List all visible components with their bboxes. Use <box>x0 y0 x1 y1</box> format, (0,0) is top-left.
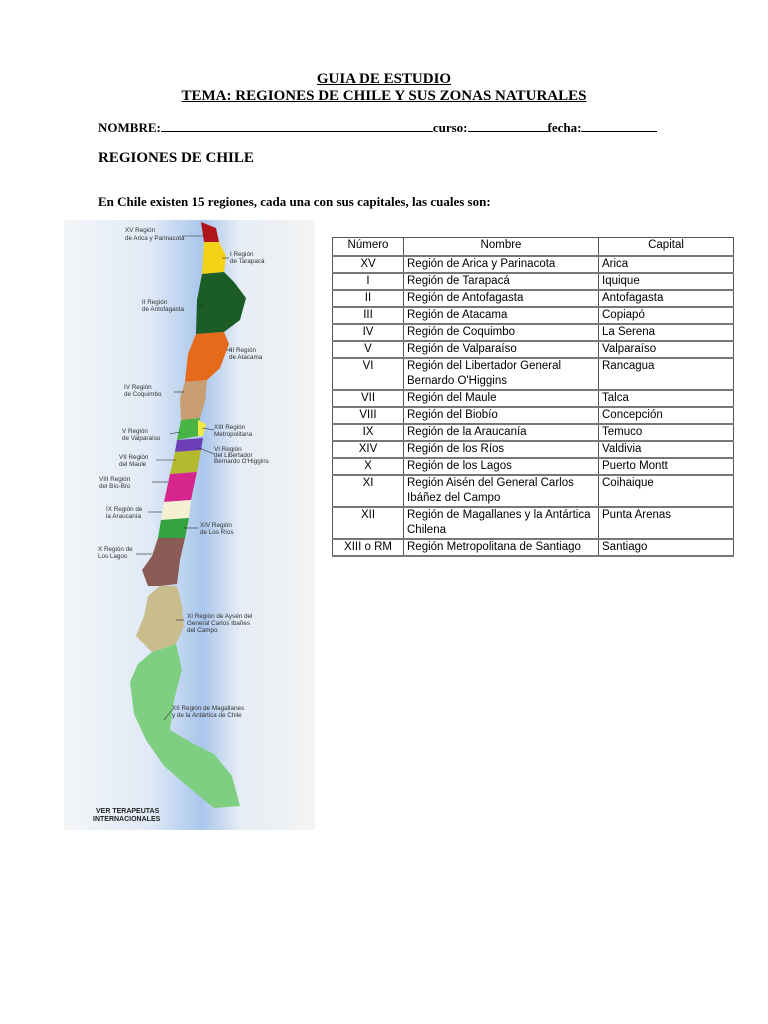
svg-text:de Tarapacá <box>230 258 265 265</box>
map-label-iv-2: de Coquimbo <box>124 391 162 398</box>
map-label-xi-1: XI Región de Aysén del <box>187 613 253 620</box>
table-row <box>333 424 734 441</box>
cell-capital: Punta Arenas <box>599 507 734 539</box>
cell-capital: Valparaíso <box>599 341 734 358</box>
cell-numero: XV <box>333 256 404 273</box>
cell-nombre: Región del Biobío <box>404 407 599 424</box>
svg-text:III Región <box>229 347 256 354</box>
table-row <box>333 324 734 341</box>
cell-capital: Copiapó <box>599 307 734 324</box>
cell-capital: Antofagasta <box>599 290 734 307</box>
svg-text:IV Región <box>124 384 152 391</box>
chile-regions-map <box>64 220 315 830</box>
student-fields <box>98 120 657 136</box>
map-label-v-2: de Valparaíso <box>122 435 161 442</box>
table-row <box>333 307 734 324</box>
header-numero: Número <box>333 238 404 257</box>
cell-numero: VII <box>333 390 404 407</box>
map-label-vii-2: del Maule <box>119 461 147 468</box>
table-row <box>333 475 734 507</box>
svg-text:del Bío-Bío <box>99 483 131 490</box>
table-row <box>333 341 734 358</box>
cell-numero: XIII o RM <box>333 539 404 556</box>
svg-text:VII Región <box>119 454 149 461</box>
cell-nombre: Región Aisén del General Carlos Ibáñez del Campo <box>404 475 599 507</box>
table-row <box>333 358 734 390</box>
cell-numero: VI <box>333 358 404 390</box>
cell-numero: IV <box>333 324 404 341</box>
svg-text:XIV Región <box>200 522 232 529</box>
cell-nombre: Región de Valparaíso <box>404 341 599 358</box>
table-row <box>333 407 734 424</box>
svg-text:XII Región de Magallanes <box>172 705 244 712</box>
region-vii-shape <box>170 450 201 474</box>
svg-text:INTERNACIONALES <box>93 816 161 823</box>
cell-numero: VIII <box>333 407 404 424</box>
map-credit-2: INTERNACIONALES <box>93 816 161 823</box>
svg-text:VER TERAPEUTAS <box>96 808 160 815</box>
cell-nombre: Región de Tarapacá <box>404 273 599 290</box>
cell-numero: III <box>333 307 404 324</box>
cell-nombre: Región de Antofagasta <box>404 290 599 307</box>
cell-numero: XIV <box>333 441 404 458</box>
map-label-xi-2: General Carlos Ibañes <box>187 620 251 627</box>
cell-numero: XI <box>333 475 404 507</box>
cell-numero: I <box>333 273 404 290</box>
table-row <box>333 507 734 539</box>
table-row <box>333 256 734 273</box>
curso-blank[interactable] <box>468 121 548 132</box>
cell-capital: La Serena <box>599 324 734 341</box>
map-label-xii-2: y de la Antártica de Chile <box>172 712 242 719</box>
map-label-xi-3: del Campo <box>187 627 218 634</box>
svg-text:de Atacama <box>229 354 263 361</box>
map-label-i-2: de Tarapacá <box>230 258 265 265</box>
svg-text:General Carlos Ibañes <box>187 620 250 627</box>
map-label-iii-2: de Atacama <box>229 354 263 361</box>
map-label-ix-1: IX Región de <box>106 506 143 513</box>
map-label-xv-2: de Arica y Parinacota <box>125 235 185 242</box>
svg-text:XIII Región <box>214 424 246 431</box>
map-label-vi-1: VI Región <box>214 446 242 453</box>
cell-capital: Coihaique <box>599 475 734 507</box>
cell-capital: Rancagua <box>599 358 734 390</box>
svg-text:Bernardo O'Higgins <box>214 458 269 465</box>
cell-numero: X <box>333 458 404 475</box>
header-capital: Capital <box>599 238 734 257</box>
cell-nombre: Región de la Araucanía <box>404 424 599 441</box>
table-header-row <box>333 238 734 257</box>
map-background <box>64 220 315 830</box>
intro-text: En Chile existen 15 regiones, cada una con sus capitales, las cuales son: <box>98 194 491 209</box>
svg-text:del Campo <box>187 627 218 634</box>
table-row <box>333 273 734 290</box>
svg-text:y de la Antártica de Chile <box>172 712 242 719</box>
svg-text:Metropolitana <box>214 431 253 438</box>
map-label-ix-2: la Araucanía <box>106 513 142 520</box>
cell-capital: Arica <box>599 256 734 273</box>
map-label-xiii-2: Metropolitana <box>214 431 253 438</box>
cell-numero: IX <box>333 424 404 441</box>
cell-nombre: Región de Arica y Parinacota <box>404 256 599 273</box>
map-label-ii-2: de Antofagasta <box>142 306 185 313</box>
svg-text:de Coquimbo <box>124 391 162 398</box>
map-label-vii-1: VII Región <box>119 454 149 461</box>
svg-text:la Araucanía <box>106 513 142 520</box>
cell-numero: II <box>333 290 404 307</box>
cell-nombre: Región Metropolitana de Santiago <box>404 539 599 556</box>
svg-text:del Maule <box>119 461 147 468</box>
table-row <box>333 290 734 307</box>
cell-nombre: Región de los Ríos <box>404 441 599 458</box>
cell-capital: Talca <box>599 390 734 407</box>
cell-numero: XII <box>333 507 404 539</box>
region-vi-shape <box>175 438 203 452</box>
cell-numero: V <box>333 341 404 358</box>
map-label-xii-1: XII Región de Magallanes <box>172 705 245 712</box>
cell-nombre: Región del Maule <box>404 390 599 407</box>
map-label-xv-1: XV Región <box>125 227 156 234</box>
header-nombre: Nombre <box>404 238 599 257</box>
map-label-vi-2: del Libertador <box>214 452 253 459</box>
map-label-vi-3: Bernardo O'Higgins <box>214 458 269 465</box>
svg-text:II Región <box>142 299 168 306</box>
svg-text:de Antofagasta <box>142 306 185 313</box>
cell-nombre: Región de Coquimbo <box>404 324 599 341</box>
cell-capital: Temuco <box>599 424 734 441</box>
map-label-ii-1: II Región <box>142 299 168 306</box>
document-title: GUIA DE ESTUDIO <box>316 71 452 87</box>
map-label-i-1: I Región <box>230 251 254 258</box>
svg-text:VIII Región <box>99 476 131 483</box>
cell-capital: Santiago <box>599 539 734 556</box>
cell-nombre: Región del Libertador General Bernardo O'Higgins <box>404 358 599 390</box>
svg-text:IX Región de <box>106 506 143 513</box>
map-credit-1: VER TERAPEUTAS <box>96 808 160 815</box>
svg-text:X Región de <box>98 546 133 553</box>
svg-text:de Valparaíso <box>122 435 161 442</box>
table-row <box>333 458 734 475</box>
svg-text:de Los Ríos <box>200 529 234 536</box>
map-label-xiv-2: de Los Ríos <box>200 529 234 536</box>
map-label-v-1: V Región <box>122 428 148 435</box>
svg-text:XI Región de Aysén del <box>187 613 252 620</box>
svg-text:Los Lagos <box>98 553 127 560</box>
svg-text:V Región <box>122 428 148 435</box>
map-label-viii-2: del Bío-Bío <box>99 483 131 490</box>
cell-nombre: Región de Atacama <box>404 307 599 324</box>
map-label-viii-1: VIII Región <box>99 476 131 483</box>
map-label-iv-1: IV Región <box>124 384 152 391</box>
curso-label: curso: <box>432 120 468 135</box>
cell-capital: Puerto Montt <box>599 458 734 475</box>
svg-text:I Región <box>230 251 254 258</box>
svg-text:de Arica y Parinacota <box>125 235 185 242</box>
fecha-blank[interactable] <box>581 121 657 132</box>
document-subtitle: TEMA: REGIONES DE CHILE Y SUS ZONAS NATURALES <box>181 88 587 104</box>
table-row <box>333 539 734 556</box>
map-label-x-2: Los Lagos <box>98 553 128 560</box>
table-row <box>333 441 734 458</box>
nombre-label: NOMBRE: <box>98 120 161 135</box>
cell-capital: Iquique <box>599 273 734 290</box>
map-label-iii-1: III Región <box>229 347 256 354</box>
map-label-xiv-1: XIV Región <box>200 522 232 529</box>
cell-nombre: Región de Magallanes y la Antártica Chilena <box>404 507 599 539</box>
map-label-x-1: X Región de <box>98 546 133 553</box>
cell-nombre: Región de los Lagos <box>404 458 599 475</box>
nombre-blank[interactable] <box>161 121 433 132</box>
fecha-label: fecha: <box>547 120 582 135</box>
section-heading: REGIONES DE CHILE <box>98 150 254 166</box>
regions-table <box>332 237 734 557</box>
cell-capital: Concepción <box>599 407 734 424</box>
svg-text:XV Región <box>125 227 156 234</box>
table-row <box>333 390 734 407</box>
cell-capital: Valdivia <box>599 441 734 458</box>
map-label-xiii-1: XIII Región <box>214 424 246 431</box>
region-ix-shape <box>161 500 191 520</box>
